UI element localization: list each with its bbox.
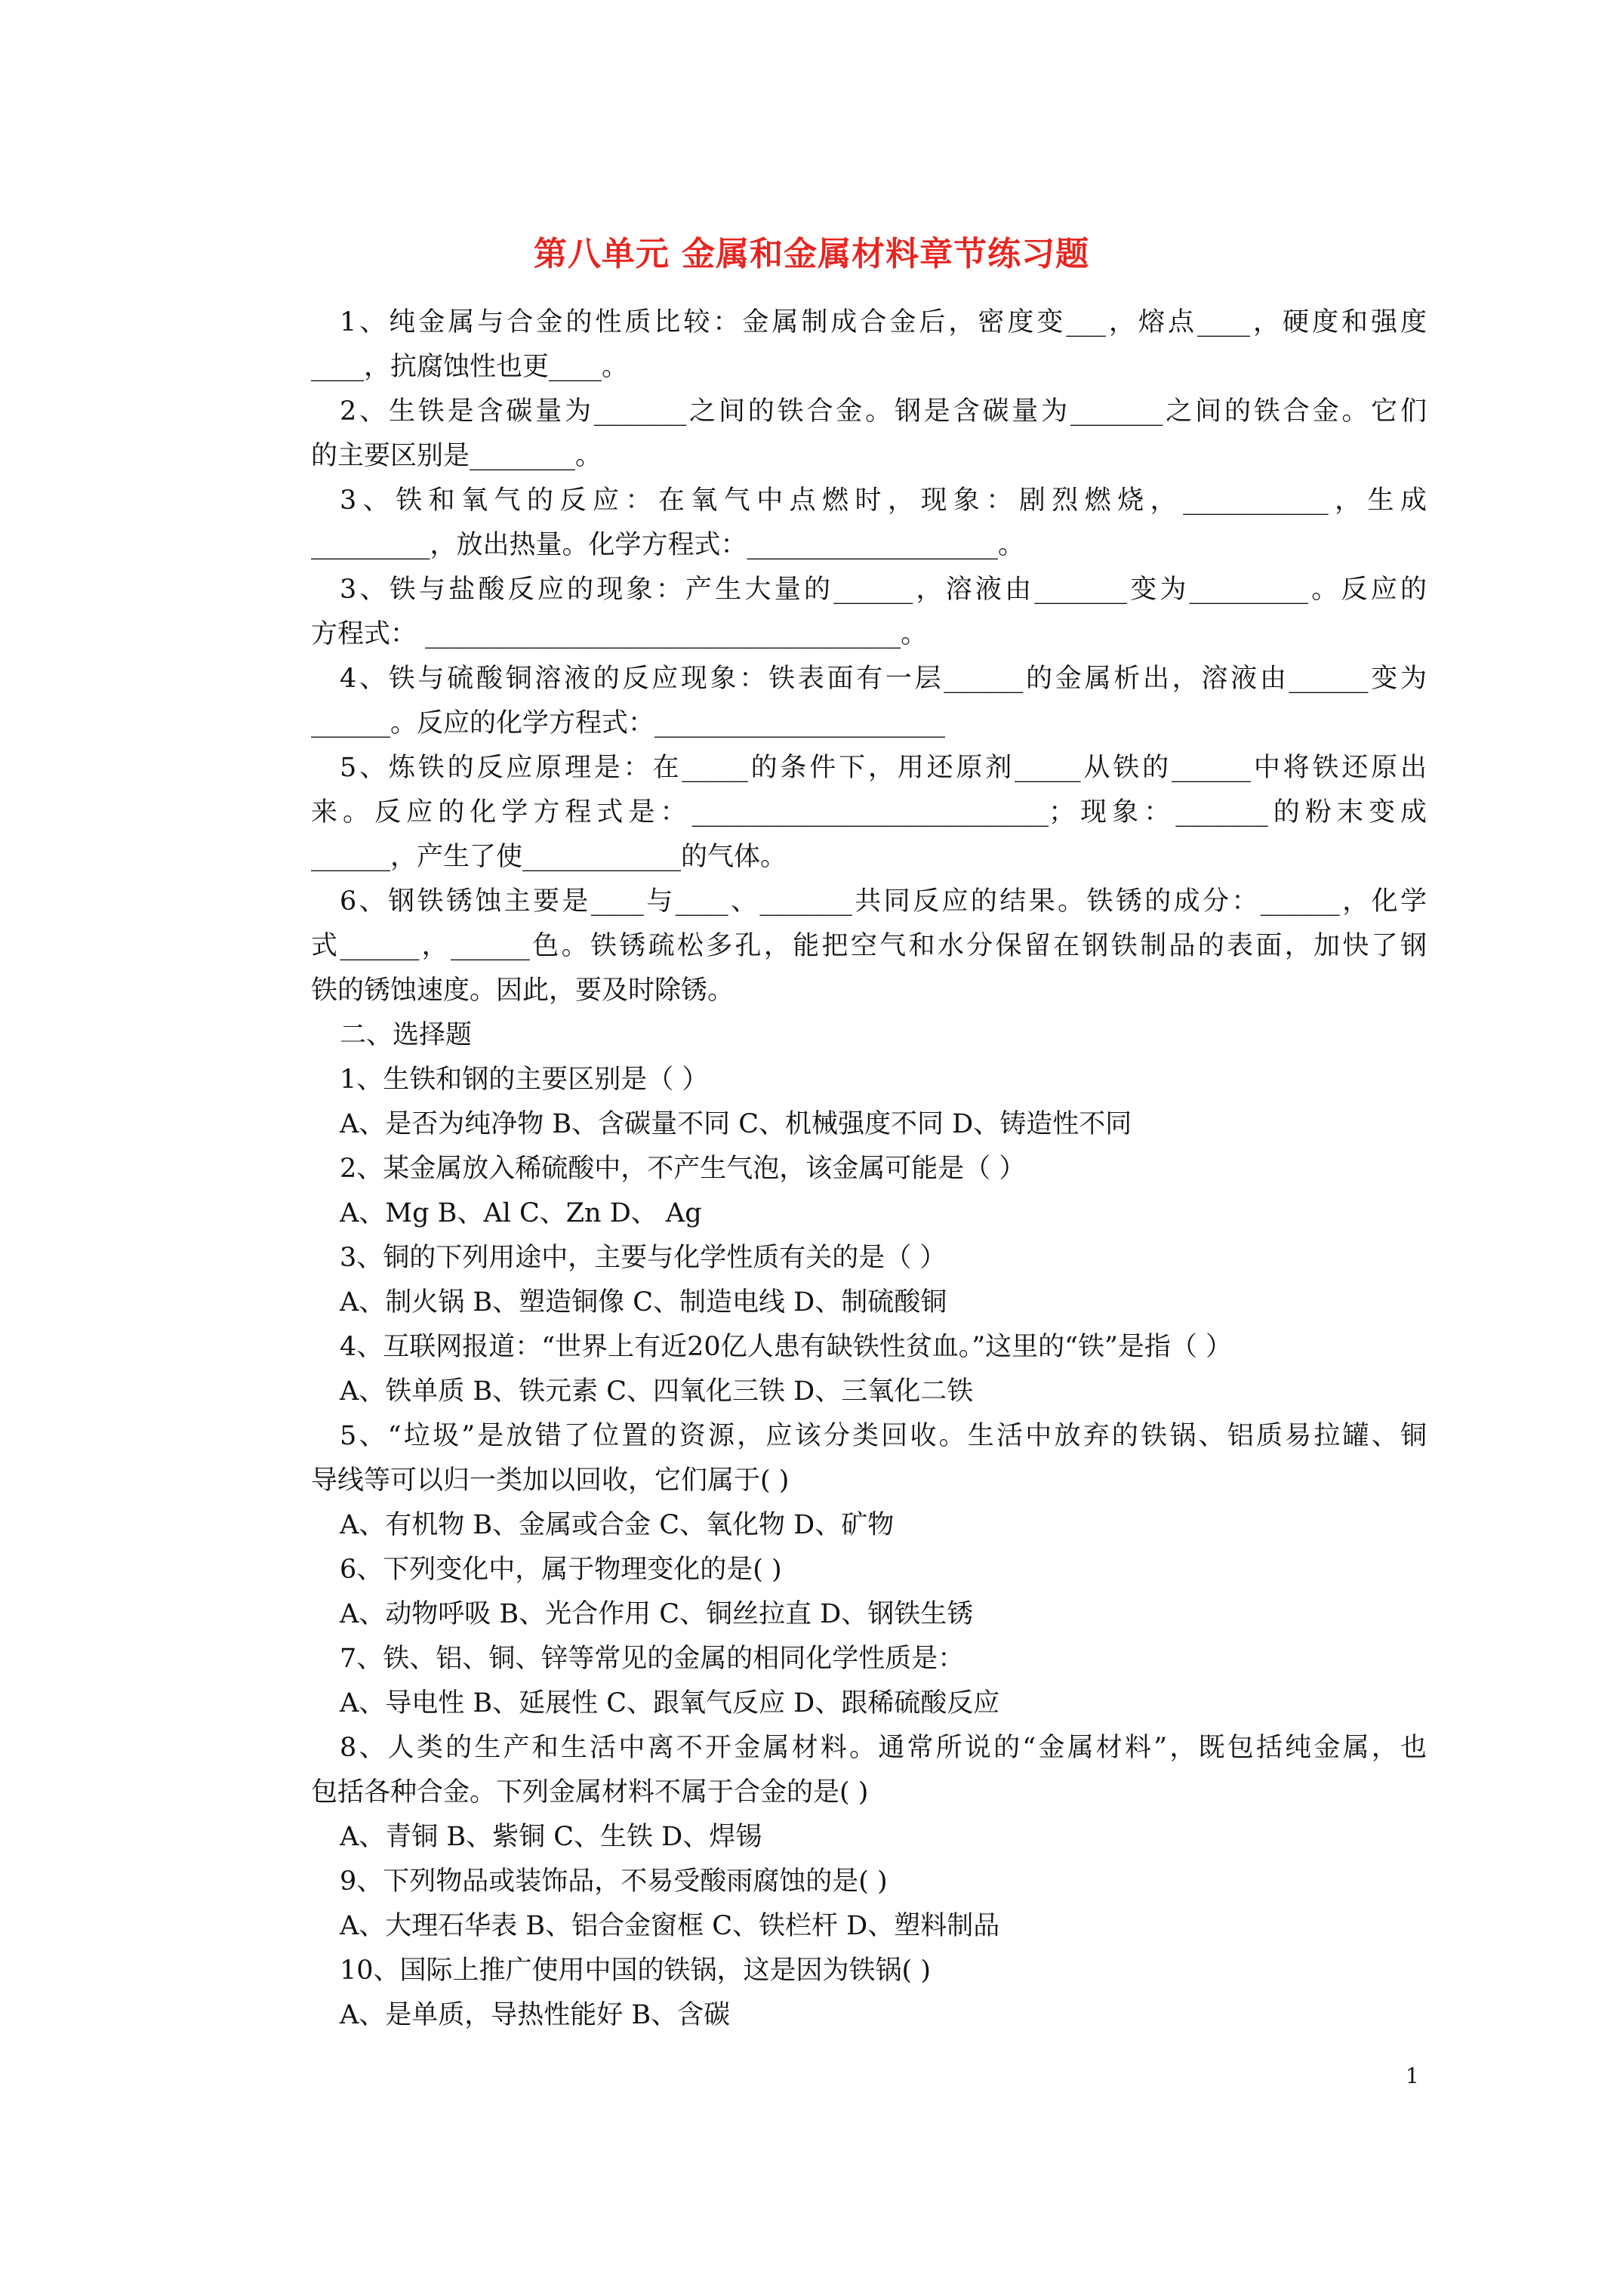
- option-line: A、是单质，导热性能好 B、含碳: [340, 2000, 731, 2030]
- option-line: A、是否为纯净物 B、含碳量不同 C、机械强度不同 D、铸造性不同: [340, 1109, 1132, 1139]
- text-line: 来。反应的化学方程式是：___________________________；现象：_______的粉末变成: [311, 797, 1427, 827]
- text-line: 4、铁与硫酸铜溶液的反应现象：铁表面有一层______的金属析出，溶液由______变为: [340, 664, 1427, 694]
- question-line: 2、某金属放入稀硫酸中，不产生气泡，该金属可能是（ ）: [340, 1154, 1026, 1184]
- section-heading: 二、选择题: [340, 1020, 473, 1050]
- text-line: 5、炼铁的反应原理是：在_____的条件下，用还原剂_____从铁的______中将铁还原出: [340, 753, 1427, 783]
- text-line: 6、钢铁锈蚀主要是____与____、_______共同反应的结果。铁锈的成分：______，化学: [340, 886, 1427, 917]
- text-line: _________，放出热量。化学方程式：___________________。: [311, 530, 1025, 560]
- page-number: 1: [1406, 2063, 1419, 2088]
- question-line: 3、铜的下列用途中，主要与化学性质有关的是（ ）: [340, 1243, 947, 1273]
- option-line: A、有机物 B、金属或合金 C、氧化物 D、矿物: [340, 1510, 895, 1540]
- question-line: 4、互联网报道：“世界上有近20亿人患有缺铁性贫血。”这里的“铁”是指（ ）: [340, 1332, 1233, 1362]
- question-line: 1、生铁和钢的主要区别是（ ）: [340, 1065, 709, 1095]
- option-line: A、Mg B、Al C、Zn D、 Ag: [340, 1198, 702, 1228]
- question-line: 包括各种合金。下列金属材料不属于合金的是( ): [311, 1777, 869, 1808]
- question-line: 7、铁、铝、铜、锌等常见的金属的相同化学性质是：: [340, 1644, 965, 1674]
- text-line: 式______，______色。铁锈疏松多孔，能把空气和水分保留在钢铁制品的表面，加快了钢: [311, 931, 1427, 961]
- option-line: A、制火锅 B、塑造铜像 C、制造电线 D、制硫酸铜: [340, 1287, 947, 1318]
- question-line: 6、下列变化中，属于物理变化的是( ): [340, 1555, 782, 1585]
- option-line: A、导电性 B、延展性 C、跟氧气反应 D、跟稀硫酸反应: [340, 1688, 1000, 1718]
- text-line: 3、铁与盐酸反应的现象：产生大量的______，溶液由_______变为_________。反应的: [340, 575, 1427, 605]
- option-line: A、铁单质 B、铁元素 C、四氧化三铁 D、三氧化二铁: [340, 1376, 974, 1407]
- option-line: A、大理石华表 B、铝合金窗框 C、铁栏杆 D、塑料制品: [340, 1911, 1000, 1941]
- text-line: ______。反应的化学方程式：______________________: [311, 708, 946, 738]
- text-line: ____，抗腐蚀性也更____。: [311, 352, 629, 382]
- text-line: 1、纯金属与合金的性质比较：金属制成合金后，密度变___，熔点____，硬度和强度: [340, 307, 1427, 337]
- text-line: 的主要区别是________。: [311, 441, 602, 471]
- text-line: 方程式： ____________________________________。: [311, 619, 928, 649]
- text-line: 3、铁和氧气的反应：在氧气中点燃时，现象：剧烈燃烧，___________，生成: [340, 485, 1427, 516]
- question-line: 9、下列物品或装饰品，不易受酸雨腐蚀的是( ): [340, 1866, 888, 1897]
- question-line: 10、国际上推广使用中国的铁锅，这是因为铁锅( ): [340, 1955, 931, 1986]
- document-body: [311, 300, 1427, 2038]
- question-line: 导线等可以归一类加以回收，它们属于( ): [311, 1465, 790, 1496]
- question-line: 5、“垃圾”是放错了位置的资源，应该分类回收。生活中放弃的铁锅、铝质易拉罐、铜: [340, 1421, 1427, 1451]
- text-line: 2、生铁是含碳量为_______之间的铁合金。钢是含碳量为_______之间的铁合金。它们: [340, 396, 1427, 427]
- option-line: A、青铜 B、紫铜 C、生铁 D、焊锡: [340, 1822, 762, 1852]
- option-line: A、动物呼吸 B、光合作用 C、铜丝拉直 D、钢铁生锈: [340, 1599, 974, 1629]
- question-line: 8、人类的生产和生活中离不开金属材料。通常所说的“金属材料”，既包括纯金属，也: [340, 1733, 1427, 1763]
- text-line: ______，产生了使____________的气体。: [311, 842, 787, 872]
- text-line: 铁的锈蚀速度。因此，要及时除锈。: [311, 975, 735, 1006]
- page-title: 第八单元 金属和金属材料章节练习题: [533, 235, 1090, 273]
